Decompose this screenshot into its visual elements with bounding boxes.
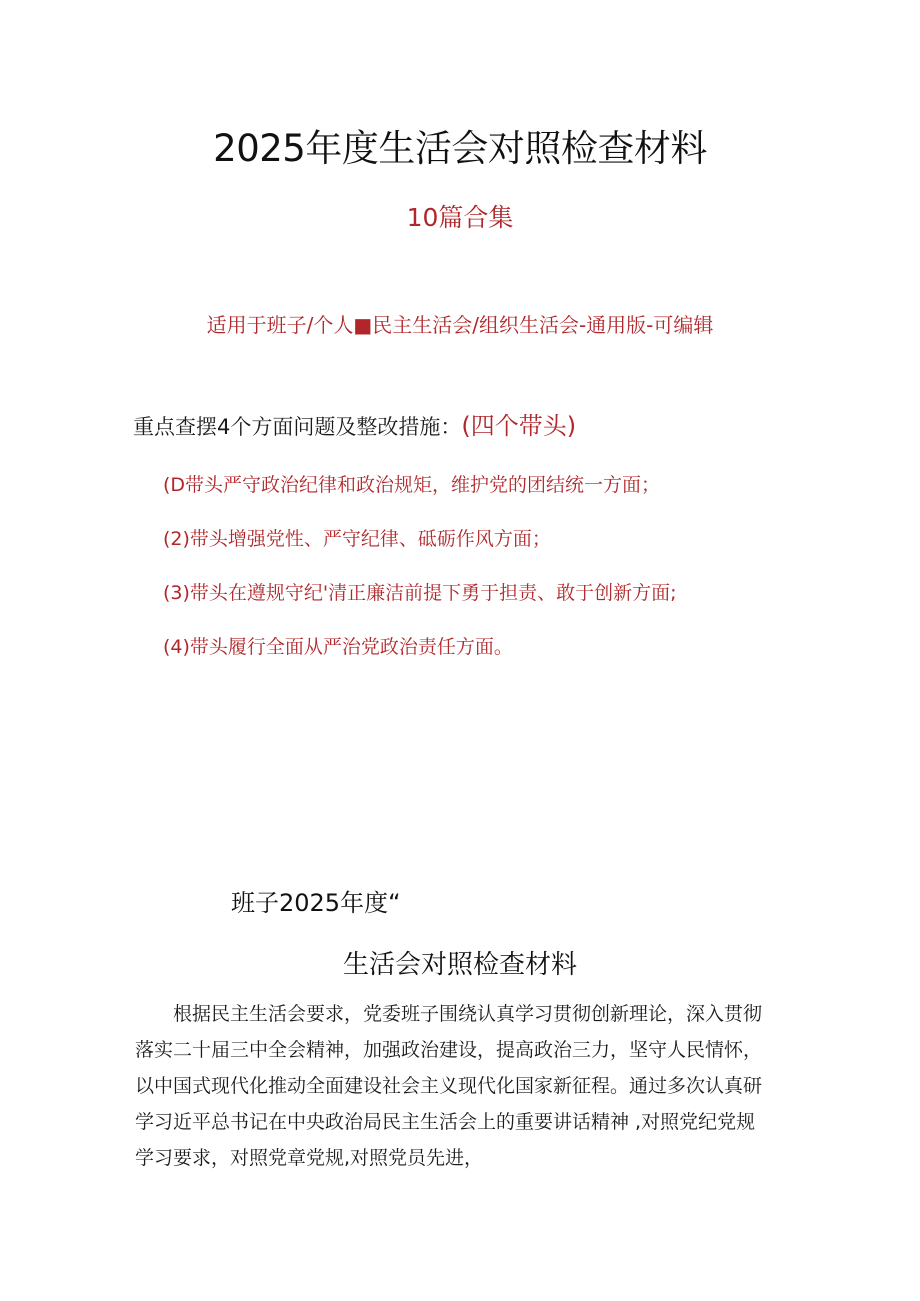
focus-item-3: (3)带头在遵规守纪'清正廉洁前提下勇于担责、敢于创新方面;	[163, 582, 677, 604]
section-heading-line-2: 生活会对照检查材料	[342, 950, 577, 980]
body-line-3: 以中国式现代化推动全面建设社会主义现代化国家新征程。通过多次认真研	[135, 1075, 763, 1097]
body-line-2: 落实二十届三中全会精神，加强政治建设，提高政治三力，坚守人民情怀，	[135, 1039, 763, 1061]
section-body	[135, 996, 795, 1176]
focus-heading	[133, 406, 576, 441]
focus-highlight: (四个带头)	[461, 412, 577, 440]
focus-item-1: (D带头严守政治纪律和政治规矩，维护党的团结统一方面；	[163, 474, 661, 496]
section-heading-line-1: 班子2025年度“	[231, 889, 401, 917]
body-line-4: 学习近平总书记在中央政治局民主生活会上的重要讲话精神 ,对照党纪党规	[135, 1111, 756, 1133]
focus-lead: 重点查摆4个方面问题及整改措施：	[133, 415, 462, 439]
usage-note: 适用于班子/个人■民主生活会/组织生活会-通用版-可编辑	[206, 313, 714, 337]
document-title: 2025年度生活会对照检查材料	[213, 127, 707, 170]
body-line-5: 学习要求，对照党章党规,对照党员先进，	[135, 1147, 484, 1169]
focus-item-2: (2)带头增强党性、严守纪律、砥砺作风方面；	[163, 528, 551, 550]
document-subtitle: 10篇合集	[406, 203, 514, 232]
focus-item-4: (4)带头履行全面从严治党政治责任方面。	[163, 636, 513, 658]
body-line-1: 根据民主生活会要求，党委班子围绕认真学习贯彻创新理论，深入贯彻	[173, 1003, 763, 1025]
